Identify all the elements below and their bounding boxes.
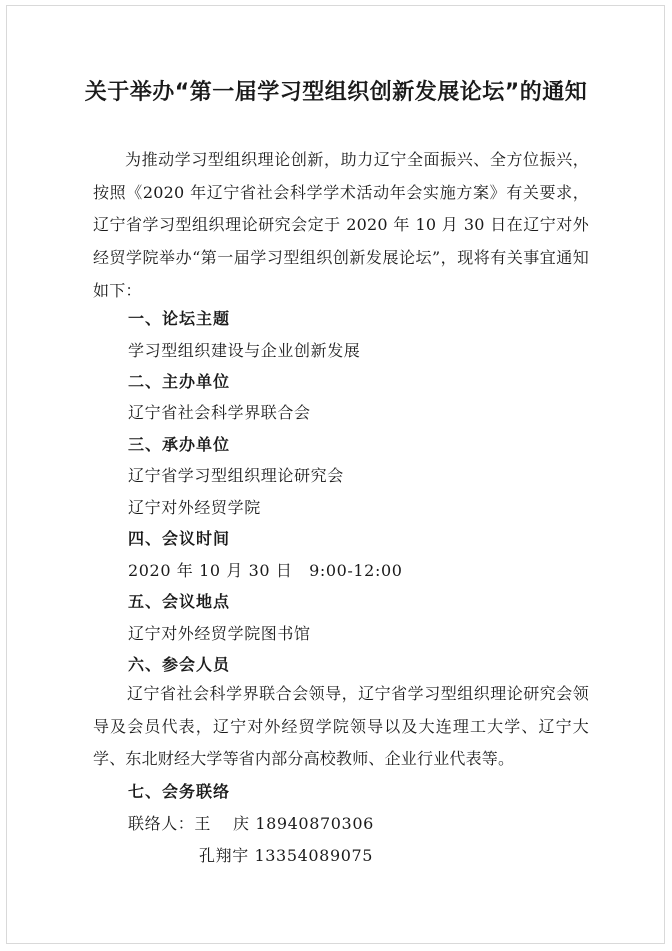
section-heading-theme: 一、论坛主题 [128,309,231,328]
section-heading-organizer: 三、承办单位 [128,435,231,454]
contact-person1-given: 庆 [233,814,250,833]
contact-person1-phone: 18940870306 [255,814,374,833]
section-heading-venue: 五、会议地点 [128,592,231,611]
contact-label: 联络人： [128,814,195,833]
attendees-paragraph: 辽宁省社会科学界联合会领导，辽宁省学习型组织理论研究会领导及会员代表，辽宁对外经贸学院领导以及大连理工大学、辽宁大学、东北财经大学等省内部分高校教师、企业行业代表等。 [93,684,589,768]
document-title: 关于举办“第一届学习型组织创新发展论坛”的通知 [84,80,588,105]
section-heading-time: 四、会议时间 [128,529,231,548]
section-heading-attendees: 六、参会人员 [128,655,231,674]
contact-person1-surname: 王 [194,814,212,833]
contact-line-1 [128,811,374,837]
section-heading-contact: 七、会务联络 [128,782,231,801]
intro-paragraph: 为推动学习型组织理论创新，助力辽宁全面振兴、全方位振兴，按照《2020 年辽宁省社会科学学术活动年会实施方案》有关要求，辽宁省学习型组织理论研究会定于 2020 年 10 月 30 日在辽宁对外经贸学院举办“第一届学习型组织创新发展论坛”，现将有关事宜通知如下： [93,150,589,300]
venue-text: 辽宁对外经贸学院图书馆 [128,624,311,643]
organizer-text-2: 辽宁对外经贸学院 [128,498,261,517]
section-heading-host: 二、主办单位 [128,372,231,391]
host-text: 辽宁省社会科学界联合会 [128,403,311,422]
organizer-text-1: 辽宁省学习型组织理论研究会 [128,466,344,485]
contact-line-2: 孔翔宇 13354089075 [199,846,374,865]
time-text: 2020 年 10 月 30 日 9:00-12:00 [128,561,403,580]
theme-text: 学习型组织建设与企业创新发展 [128,341,361,360]
